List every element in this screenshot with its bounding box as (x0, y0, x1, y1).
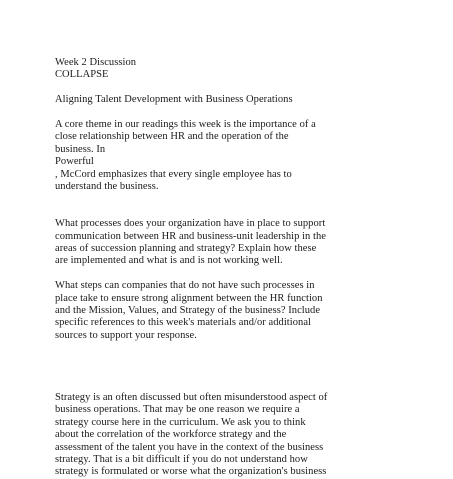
text-line: areas of succession planning and strategy? Explain how these (55, 243, 317, 255)
text-line: What steps can companies that do not have such processes in (55, 280, 315, 292)
paragraph-2 (55, 218, 435, 268)
document-title: Aligning Talent Development with Business Operations (55, 94, 293, 106)
text-line: business. In (55, 143, 106, 155)
text-line: , McCord emphasizes that every single employee has to (55, 168, 292, 180)
text-line: understand the business. (55, 181, 159, 193)
header-title: Week 2 Discussion (55, 57, 137, 68)
text-line: assessment of the talent you have in the context of the business (55, 441, 324, 453)
book-title-line: Powerful (55, 156, 94, 168)
text-line: about the correlation of the workforce strategy and the (55, 429, 287, 441)
text-line: sources to support your response. (55, 329, 197, 341)
text-line: strategy. That is a bit difficult if you do not understand how (55, 453, 308, 465)
text-line: Strategy is an often discussed but often misunderstood aspect of (55, 391, 328, 403)
text-line: business operations. That may be one reason we require a (55, 404, 300, 416)
paragraph-4 (55, 392, 435, 479)
text-line: A core theme in our readings this week is the importance of a (55, 119, 316, 130)
document-page (55, 57, 435, 479)
text-line: and the Mission, Values, and Strategy of the business? Include (55, 305, 321, 317)
text-line: close relationship between HR and the operation of the (55, 131, 289, 143)
paragraph-3 (55, 280, 435, 342)
text-line: are implemented and what is and is not working well. (55, 255, 283, 267)
text-line: communication between HR and business-unit leadership in the (55, 230, 326, 242)
paragraph-1 (55, 119, 435, 193)
collapse-label: COLLAPSE (55, 69, 109, 81)
text-line: place take to ensure strong alignment between the HR function (55, 292, 323, 304)
text-line: specific references to this week's materials and/or additional (55, 317, 312, 329)
text-line: strategy is formulated or worse what the organization's business (55, 466, 327, 478)
text-line: strategy course here in the curriculum. We ask you to think (55, 416, 306, 428)
text-line: What processes does your organization have in place to support (55, 218, 326, 230)
